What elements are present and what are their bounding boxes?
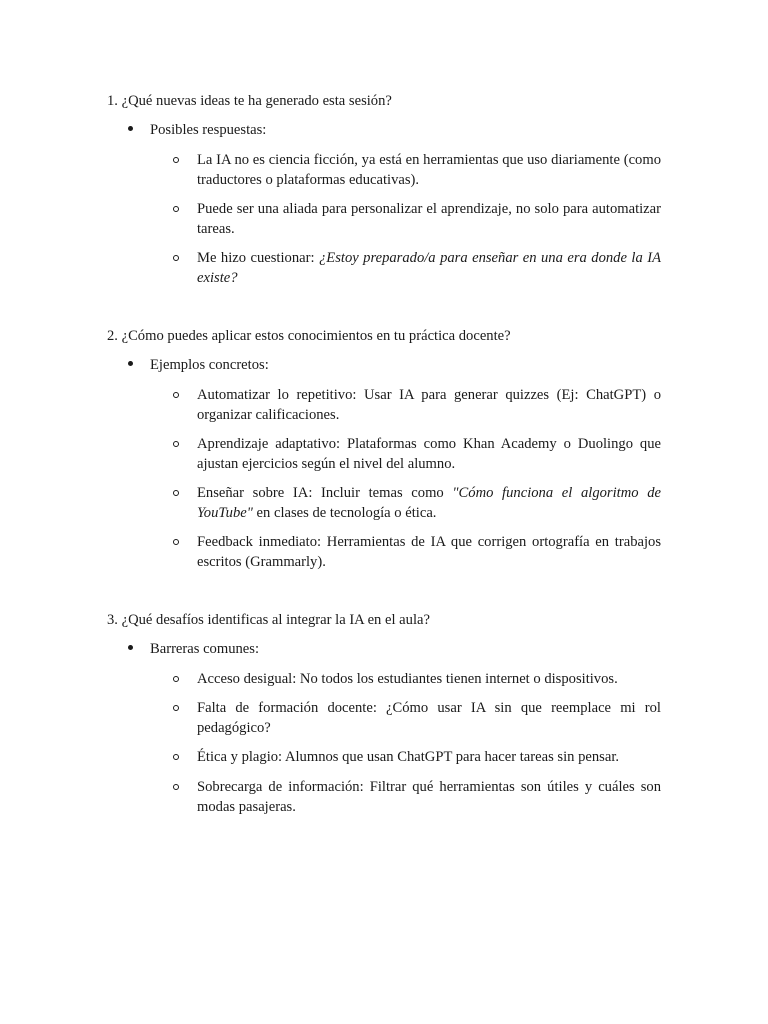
list-item-text: Puede ser una aliada para personalizar el aprendizaje, no solo para automatizar tareas.: [197, 201, 661, 237]
circle-bullet-icon: [173, 676, 179, 682]
circle-bullet-icon: [173, 157, 179, 163]
bullet-label: Posibles respuestas:: [150, 122, 267, 138]
circle-bullet-icon: [173, 441, 179, 447]
list-item-text: [197, 248, 661, 288]
circle-bullet-icon: [173, 206, 179, 212]
bullet-item: [128, 120, 266, 140]
text-suffix: en clases de tecnología o ética.: [252, 505, 437, 521]
circle-bullet-icon: [173, 784, 179, 790]
italic-question: ¿Estoy preparado/a para enseñar en una era donde la IA existe?: [197, 250, 661, 286]
question-title: 3. ¿Qué desafíos identificas al integrar la IA en el aula?: [107, 612, 430, 628]
text-prefix: Me hizo cuestionar:: [197, 250, 319, 266]
bullet-item: [128, 355, 269, 375]
text-prefix: Enseñar sobre IA: Incluir temas como: [197, 485, 453, 501]
question-title: 2. ¿Cómo puedes aplicar estos conocimientos en tu práctica docente?: [107, 328, 511, 344]
circle-bullet-icon: [173, 255, 179, 261]
list-item-text: Automatizar lo repetitivo: Usar IA para generar quizzes (Ej: ChatGPT) o organizar calificaciones.: [197, 387, 661, 423]
bullet-icon: [128, 126, 133, 131]
bullet-label: Ejemplos concretos:: [150, 357, 269, 373]
bullet-label: Barreras comunes:: [150, 641, 260, 657]
bullet-item: [128, 639, 259, 659]
list-item-text: La IA no es ciencia ficción, ya está en herramientas que uso diariamente (como traductores o plataformas educativas).: [197, 152, 661, 188]
bullet-icon: [128, 645, 133, 650]
list-item-text: [197, 483, 661, 523]
list-item-text: Feedback inmediato: Herramientas de IA que corrigen ortografía en trabajos escritos (Grammarly).: [197, 534, 661, 570]
list-item-text: Sobrecarga de información: Filtrar qué herramientas son útiles y cuáles son modas pasajeras.: [197, 779, 661, 815]
circle-bullet-icon: [173, 490, 179, 496]
circle-bullet-icon: [173, 392, 179, 398]
list-item-text: Acceso desigual: No todos los estudiantes tienen internet o dispositivos.: [197, 671, 618, 687]
list-item-text: Falta de formación docente: ¿Cómo usar IA sin que reemplace mi rol pedagógico?: [197, 700, 661, 736]
bullet-icon: [128, 361, 133, 366]
italic-example: "Cómo funciona el algoritmo de YouTube": [197, 485, 661, 521]
list-item-text: Ética y plagio: Alumnos que usan ChatGPT para hacer tareas sin pensar.: [197, 749, 620, 765]
circle-bullet-icon: [173, 705, 179, 711]
list-item-text: Aprendizaje adaptativo: Plataformas como Khan Academy o Duolingo que ajustan ejercicios según el nivel del alumno.: [197, 436, 661, 472]
question-title: 1. ¿Qué nuevas ideas te ha generado esta sesión?: [107, 93, 392, 109]
circle-bullet-icon: [173, 754, 179, 760]
circle-bullet-icon: [173, 539, 179, 545]
